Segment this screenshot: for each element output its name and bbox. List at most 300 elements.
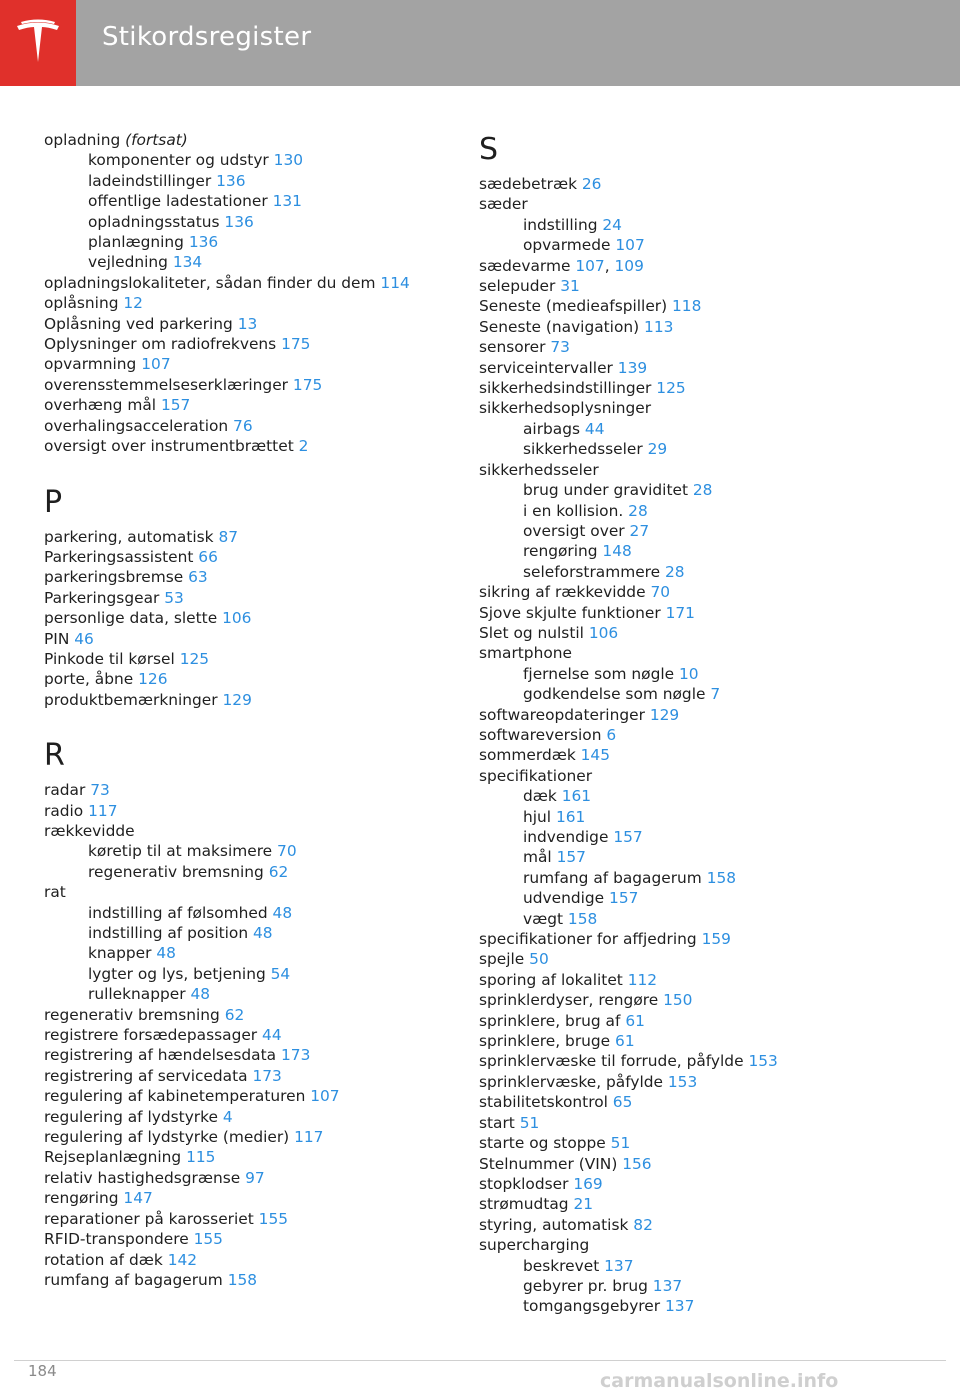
index-subentry	[44, 964, 484, 984]
page-link[interactable]: 6	[606, 725, 617, 744]
entry-text: Slet og nulstil	[479, 623, 589, 642]
entry-text: sikkerhedsseler	[479, 460, 599, 479]
page-link[interactable]: 113	[644, 317, 674, 336]
index-subentry	[44, 841, 484, 861]
entry-text: relativ hastighedsgrænse	[44, 1168, 246, 1187]
entry-text: reparationer på karosseriet	[44, 1209, 259, 1228]
index-subentry	[479, 521, 919, 541]
index-subentry	[44, 232, 484, 252]
page-number: 184	[28, 1362, 57, 1380]
entry-text: tomgangsgebyrer	[523, 1297, 665, 1316]
index-entry	[44, 1188, 484, 1208]
entry-text: sikkerhedsindstillinger	[479, 379, 657, 398]
index-entry	[44, 669, 484, 689]
index-entry	[479, 296, 919, 316]
page-link[interactable]: 171	[665, 603, 695, 622]
page-link[interactable]: 118	[672, 297, 702, 316]
page-link[interactable]: 161	[555, 807, 586, 826]
index-entry	[479, 929, 919, 949]
page-link[interactable]: 2	[298, 437, 309, 456]
entry-text: seleforstrammere	[523, 562, 666, 581]
index-entry	[44, 821, 484, 841]
entry-text: smartphone	[479, 644, 572, 663]
page-link[interactable]: 54	[270, 964, 291, 983]
page-link[interactable]: 173	[252, 1066, 282, 1085]
entry-text: rengøring	[44, 1189, 124, 1208]
entry-text: opladningsstatus	[88, 212, 225, 231]
page-link[interactable]: 107	[575, 256, 605, 275]
index-entry	[44, 416, 484, 436]
page-link[interactable]: 155	[258, 1209, 289, 1228]
index-subentry	[479, 1296, 919, 1316]
page-link[interactable]: 65	[612, 1093, 633, 1112]
page-link[interactable]: 175	[292, 375, 323, 394]
section-letter: P	[44, 484, 63, 520]
entry-text: planlægning	[88, 233, 189, 252]
entry-text: komponenter og udstyr	[88, 151, 274, 170]
entry-text: sensorer	[479, 338, 551, 357]
index-entry	[44, 1066, 484, 1086]
page-link[interactable]: 125	[656, 379, 686, 398]
index-subentry	[44, 862, 484, 882]
section-letter: R	[44, 738, 65, 774]
index-entry	[479, 174, 919, 194]
index-subentry	[44, 191, 484, 211]
page-link[interactable]: 134	[172, 253, 203, 272]
page-link[interactable]: 157	[609, 889, 639, 908]
index-entry	[44, 1168, 484, 1188]
entry-text: strømudtag	[479, 1195, 574, 1214]
entry-text: styring, automatisk	[479, 1215, 634, 1234]
watermark: carmanualsonline.info	[600, 1370, 839, 1392]
entry-text: vejledning	[88, 253, 173, 272]
index-entry	[479, 1011, 919, 1031]
page-link[interactable]: 153	[748, 1052, 778, 1071]
entry-text: køretip til at maksimere	[88, 842, 278, 861]
entry-text: offentlige ladestationer	[88, 192, 273, 211]
index-entry	[479, 725, 919, 745]
entry-text: vægt	[523, 909, 568, 928]
entry-text: oversigt over	[523, 521, 630, 540]
index-entry	[479, 745, 919, 765]
index-entry	[44, 1147, 484, 1167]
index-entry	[44, 690, 484, 710]
page-link[interactable]: 158	[567, 909, 598, 928]
page-link[interactable]: 31	[560, 277, 580, 296]
page-link[interactable]: 161	[561, 787, 592, 806]
page-link[interactable]: 48	[190, 985, 211, 1004]
entry-text: rumfang af bagagerum	[44, 1270, 228, 1289]
index-entry	[479, 603, 919, 623]
page-link[interactable]: 173	[280, 1046, 311, 1065]
entry-text: sommerdæk	[479, 746, 581, 765]
index-entry	[44, 1005, 484, 1025]
page-link[interactable]: 62	[224, 1005, 245, 1024]
index-entry: sædevarme 107, 109	[479, 256, 644, 275]
index-entry	[479, 1031, 919, 1051]
page-link[interactable]: 109	[614, 256, 644, 275]
entry-text: opvarmede	[523, 236, 616, 255]
page-link[interactable]: 106	[222, 609, 252, 628]
index-entry	[44, 547, 484, 567]
index-subentry	[44, 984, 484, 1004]
page-link[interactable]: 112	[627, 970, 658, 989]
page-link[interactable]: 27	[629, 521, 650, 540]
page-link[interactable]: 145	[580, 746, 611, 765]
index-subentry	[479, 827, 919, 847]
entry-text: specifikationer	[479, 766, 593, 785]
index-entry	[479, 398, 919, 418]
entry-text: udvendige	[523, 889, 610, 908]
entry-text: sikkerhedsseler	[523, 440, 648, 459]
index-subentry	[44, 252, 484, 272]
index-subentry	[479, 419, 919, 439]
entry-text: sprinklere, bruge	[479, 1032, 616, 1051]
index-subentry	[44, 171, 484, 191]
page-link[interactable]: 48	[252, 924, 273, 942]
entry-text: indstilling af følsomhed	[88, 903, 273, 922]
index-entry	[44, 395, 484, 415]
page-link[interactable]: 130	[273, 151, 304, 170]
entry-text: parkeringsbremse	[44, 568, 189, 587]
page-link[interactable]: 61	[625, 1011, 645, 1030]
page-link[interactable]: 70	[277, 842, 297, 861]
page-link[interactable]: 139	[617, 358, 648, 377]
index-subentry	[479, 1276, 919, 1296]
index-subentry	[479, 807, 919, 827]
entry-text: regulering af lydstyrke (medier)	[44, 1128, 295, 1147]
entry-text: opladningslokaliteter, sådan finder du dem	[44, 273, 381, 292]
index-entry	[479, 1154, 919, 1174]
entry-text: gebyrer pr. brug	[523, 1276, 653, 1295]
index-entry	[44, 527, 484, 547]
entry-text: indvendige	[523, 828, 614, 846]
index-subentry	[479, 235, 919, 255]
entry-text: stopklodser	[479, 1174, 574, 1193]
index-subentry	[479, 562, 919, 582]
entry-text: porte, åbne	[44, 670, 139, 689]
page-link[interactable]: 115	[186, 1148, 216, 1167]
index-subentry	[479, 480, 919, 500]
entry-text: rotation af dæk	[44, 1250, 168, 1269]
page-link[interactable]: 137	[604, 1256, 634, 1275]
page-link[interactable]: 28	[692, 481, 713, 500]
page-header	[0, 0, 960, 86]
index-entry	[479, 1072, 919, 1092]
index-subentry	[44, 150, 484, 170]
entry-text: sæder	[479, 195, 528, 214]
page-link[interactable]: 158	[227, 1270, 258, 1289]
page-link[interactable]: 48	[156, 944, 176, 963]
index-entry	[44, 1250, 484, 1270]
entry-text: softwareversion	[479, 725, 607, 744]
section-letter: S	[479, 132, 499, 167]
entry-continued: (fortsat)	[125, 131, 188, 149]
entry-text: Sjove skjulte funktioner	[479, 603, 666, 622]
page-link[interactable]: 148	[602, 542, 632, 561]
index-subentry	[479, 684, 919, 704]
index-subentry	[44, 212, 484, 232]
page-link[interactable]: 46	[74, 629, 94, 648]
page-link[interactable]: 66	[198, 547, 218, 566]
index-subentry	[479, 786, 919, 806]
entry-text: produktbemærkninger	[44, 690, 223, 709]
page-link[interactable]: 76	[233, 416, 253, 435]
index-entry	[479, 1092, 919, 1112]
page-link[interactable]: 51	[519, 1113, 540, 1132]
entry-text: indstilling af position	[88, 924, 253, 942]
page-link[interactable]: 50	[529, 950, 549, 969]
index-entry	[479, 970, 919, 990]
entry-text: opladning	[44, 131, 126, 149]
page-link[interactable]: 137	[664, 1297, 695, 1316]
page-link[interactable]: 157	[613, 828, 643, 846]
entry-text: oversigt over instrumentbrættet	[44, 437, 299, 456]
page-link[interactable]: 114	[380, 273, 410, 292]
entry-text: Seneste (navigation)	[479, 317, 645, 336]
page-link[interactable]: 29	[647, 440, 668, 459]
entry-text: rat	[44, 883, 66, 902]
logo-box	[0, 0, 76, 86]
page-link[interactable]: 136	[224, 212, 254, 231]
index-entry	[479, 990, 919, 1010]
page-link[interactable]: 117	[294, 1128, 324, 1147]
entry-text: sikring af rækkevidde	[479, 583, 651, 602]
entry-text: Seneste (medieafspiller)	[479, 297, 673, 316]
index-entry	[44, 273, 484, 293]
index-entry	[479, 194, 919, 214]
index-entry	[479, 582, 919, 602]
page-link[interactable]: 150	[663, 991, 693, 1010]
index-entry	[44, 375, 484, 395]
entry-text: specifikationer for affjedring	[479, 930, 702, 949]
index-subentry	[479, 501, 919, 521]
entry-text: rengøring	[523, 542, 603, 561]
entry-text: overensstemmelseserklæringer	[44, 375, 293, 394]
index-entry	[479, 1133, 919, 1153]
index-entry	[44, 649, 484, 669]
page-link[interactable]: 12	[123, 294, 143, 313]
page-link[interactable]: 155	[193, 1230, 223, 1249]
index-column-right	[479, 130, 919, 1317]
page-link[interactable]: 10	[679, 664, 699, 683]
entry-text: supercharging	[479, 1236, 590, 1255]
entry-text: lygter og lys, betjening	[88, 964, 271, 983]
page-link[interactable]: 126	[138, 670, 168, 689]
entry-text: sprinklerdyser, rengøre	[479, 991, 664, 1010]
page-link[interactable]: 28	[665, 562, 685, 581]
index-entry	[479, 1235, 919, 1255]
page-link[interactable]: 157	[160, 396, 191, 415]
entry-text: personlige data, slette	[44, 609, 223, 628]
index-entry	[479, 1051, 919, 1071]
page-link[interactable]: 147	[123, 1189, 153, 1208]
index-entry	[479, 643, 919, 663]
entry-text: Parkeringsgear	[44, 588, 165, 607]
page-link[interactable]: 44	[262, 1026, 282, 1045]
page-link[interactable]: 13	[237, 314, 258, 333]
entry-text: sprinklervæske til forrude, påfylde	[479, 1052, 749, 1071]
page-link[interactable]: 129	[222, 690, 252, 709]
page-link[interactable]: 136	[188, 233, 219, 252]
entry-text: radar	[44, 781, 91, 800]
page-link[interactable]: 97	[245, 1168, 265, 1187]
index-entry	[44, 293, 484, 313]
page-link[interactable]: 73	[90, 781, 110, 800]
index-entry	[44, 334, 484, 354]
entry-text: dæk	[523, 787, 562, 806]
entry-text: registrere forsædepassager	[44, 1026, 263, 1045]
index-entry	[479, 766, 919, 786]
index-entry	[44, 567, 484, 587]
page-link[interactable]: 24	[602, 215, 622, 234]
index-subentry	[44, 903, 484, 923]
index-entry	[44, 882, 484, 902]
page-link[interactable]: 169	[573, 1174, 603, 1193]
entry-text: parkering, automatisk	[44, 527, 219, 546]
entry-text: radio	[44, 801, 89, 820]
entry-text: brug under graviditet	[523, 481, 693, 500]
index-subentry	[479, 847, 919, 867]
entry-text: sprinklervæske, påfylde	[479, 1072, 668, 1091]
entry-text: selepuder	[479, 277, 561, 296]
index-entry	[44, 130, 484, 150]
entry-text: Oplåsning ved parkering	[44, 314, 238, 333]
entry-text: serviceintervaller	[479, 358, 618, 377]
index-subentry	[479, 215, 919, 235]
page-link[interactable]: 137	[652, 1276, 683, 1295]
index-entry	[479, 1113, 919, 1133]
entry-text: Oplysninger om radiofrekvens	[44, 335, 282, 354]
page-link[interactable]: 48	[272, 903, 293, 922]
page-link[interactable]: 175	[281, 335, 311, 354]
entry-text: rækkevidde	[44, 821, 135, 840]
page-link[interactable]: 44	[584, 419, 605, 438]
entry-text: rulleknapper	[88, 985, 191, 1004]
entry-text: beskrevet	[523, 1256, 605, 1275]
entry-text: Rejseplanlægning	[44, 1148, 187, 1167]
entry-text: overhalingsacceleration	[44, 416, 234, 435]
tesla-logo-icon	[13, 18, 63, 68]
page-link[interactable]: 136	[216, 171, 246, 190]
index-entry	[44, 801, 484, 821]
page-title: Stikordsregister	[102, 22, 312, 52]
page-link[interactable]: 4	[222, 1107, 233, 1126]
index-entry	[479, 1194, 919, 1214]
index-subentry	[479, 439, 919, 459]
page-link[interactable]: 61	[615, 1032, 635, 1051]
entry-text: mål	[523, 848, 557, 867]
entry-text: opvarmning	[44, 355, 142, 374]
page-link[interactable]: 142	[167, 1250, 198, 1269]
entry-text: sporing af lokalitet	[479, 970, 628, 989]
page-link[interactable]: 87	[218, 527, 239, 546]
index-entry	[479, 705, 919, 725]
page-link[interactable]: 21	[573, 1195, 594, 1214]
entry-text: knapper	[88, 944, 157, 963]
entry-text: oplåsning	[44, 294, 124, 313]
index-entry	[479, 460, 919, 480]
page-link[interactable]: 131	[272, 192, 302, 211]
page-link[interactable]: 82	[633, 1215, 653, 1234]
index-entry	[479, 1215, 919, 1235]
index-subentry	[479, 664, 919, 684]
entry-text: starte og stoppe	[479, 1134, 611, 1153]
index-entry	[479, 1174, 919, 1194]
page-link[interactable]: 117	[88, 801, 118, 820]
entry-text: Parkeringsassistent	[44, 547, 199, 566]
index-entry	[44, 1270, 484, 1290]
entry-text: sædevarme	[479, 256, 576, 275]
entry-text: regulering af lydstyrke	[44, 1107, 223, 1126]
index-entry	[44, 436, 484, 456]
page-link[interactable]: 158	[706, 868, 737, 887]
entry-text: airbags	[523, 419, 585, 438]
index-entry	[479, 317, 919, 337]
index-entry	[44, 314, 484, 334]
page-link[interactable]: 28	[628, 501, 648, 520]
index-entry	[44, 1229, 484, 1249]
page-link[interactable]: 129	[649, 705, 680, 724]
index-entry	[479, 337, 919, 357]
index-entry	[479, 378, 919, 398]
page-link[interactable]: 70	[650, 583, 671, 602]
page-link[interactable]: 156	[622, 1154, 652, 1173]
page-link[interactable]: 107	[615, 236, 645, 255]
index-subentry	[479, 1256, 919, 1276]
page-link[interactable]: 106	[588, 623, 619, 642]
entry-text: regulering af kabinetemperaturen	[44, 1087, 311, 1106]
page-link[interactable]: 125	[179, 649, 210, 668]
page-link[interactable]: 107	[310, 1087, 340, 1106]
index-subentry	[479, 888, 919, 908]
entry-text: sikkerhedsoplysninger	[479, 399, 652, 418]
entry-text: Pinkode til kørsel	[44, 649, 180, 668]
index-entry	[479, 949, 919, 969]
entry-text: spejle	[479, 950, 530, 969]
page-link[interactable]: 7	[710, 685, 721, 704]
index-subentry	[479, 541, 919, 561]
page-link[interactable]: 62	[268, 862, 289, 881]
entry-text: rumfang af bagagerum	[523, 868, 707, 887]
page-link[interactable]: 51	[610, 1134, 631, 1153]
entry-text: ladeindstillinger	[88, 171, 217, 190]
entry-text: overhæng mål	[44, 396, 161, 415]
page-link[interactable]: 159	[701, 930, 731, 949]
index-entry	[44, 608, 484, 628]
index-entry	[44, 1127, 484, 1147]
index-entry	[44, 354, 484, 374]
page-link[interactable]: 53	[164, 588, 184, 607]
entry-text: hjul	[523, 807, 556, 826]
index-entry	[479, 358, 919, 378]
page-link[interactable]: 157	[556, 848, 586, 867]
page-link[interactable]: 107	[141, 355, 171, 374]
index-entry	[479, 623, 919, 643]
entry-text: RFID-transpondere	[44, 1230, 194, 1249]
entry-text: stabilitetskontrol	[479, 1093, 613, 1112]
index-entry	[44, 1045, 484, 1065]
page-link[interactable]: 26	[581, 175, 602, 193]
index-subentry	[479, 868, 919, 888]
entry-text: softwareopdateringer	[479, 705, 650, 724]
page-link[interactable]: 153	[667, 1072, 698, 1091]
entry-text: godkendelse som nøgle	[523, 685, 711, 704]
index-subentry	[44, 923, 484, 943]
entry-text: fjernelse som nøgle	[523, 664, 679, 683]
page-link[interactable]: 73	[550, 338, 570, 357]
page-link[interactable]: 63	[188, 568, 208, 587]
